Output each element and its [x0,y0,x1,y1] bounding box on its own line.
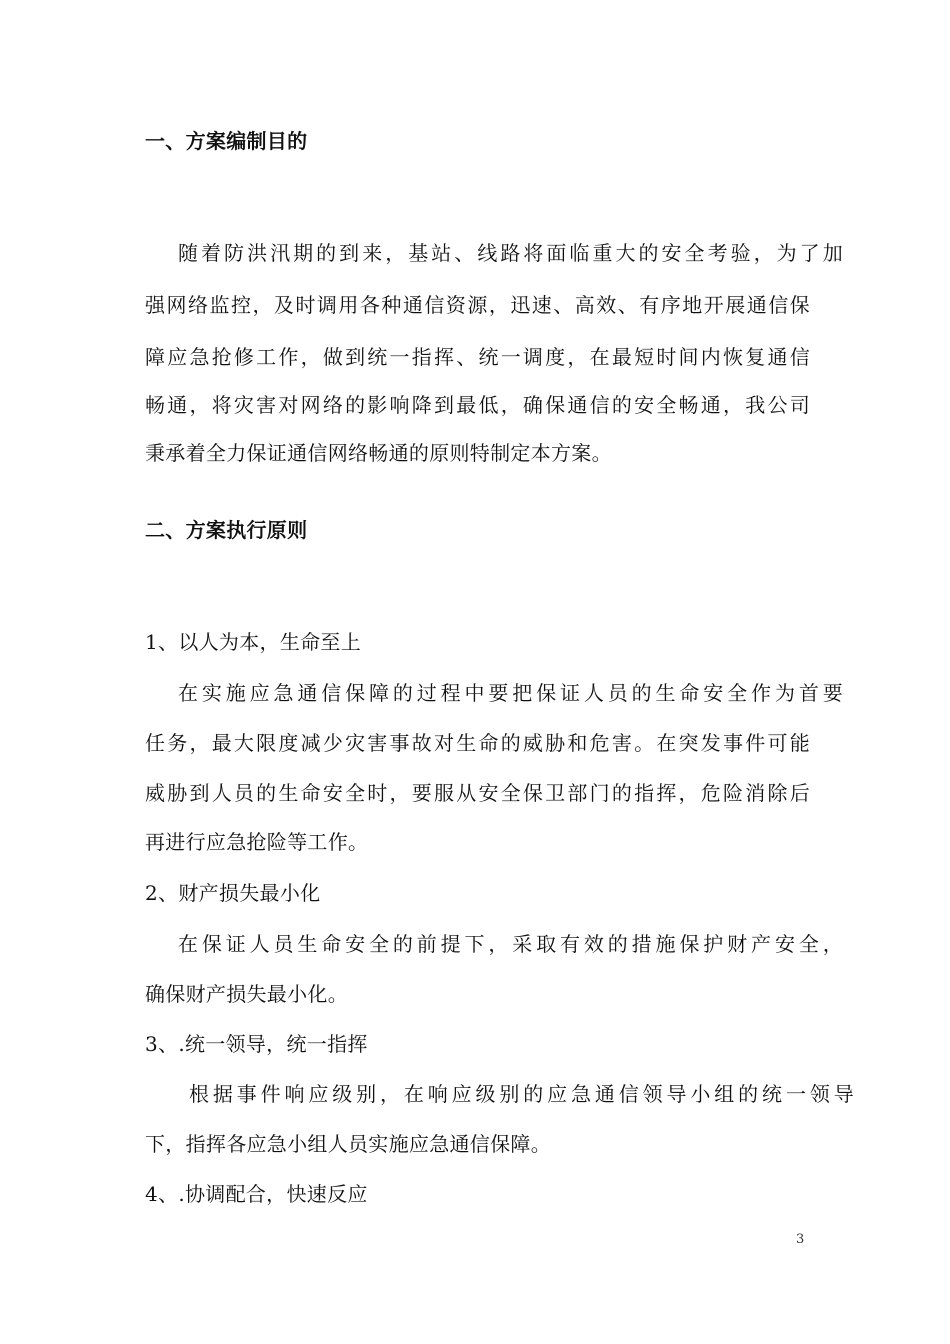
paragraph-line: 障应急抢修工作，做到统一指挥、统一调度，在最短时间内恢复通信 [145,345,810,369]
page-number: 3 [796,1232,805,1247]
paragraph-line: 威胁到人员的生命安全时，要服从安全保卫部门的指挥，危险消除后 [145,781,810,805]
principle-title-2: 2、财产损失最小化 [145,881,321,905]
principle-title-1: 1、以人为本，生命至上 [145,630,362,654]
paragraph-line: 在保证人员生命安全的前提下，采取有效的措施保护财产安全， [178,932,843,956]
paragraph-line: 再进行应急抢险等工作。 [145,830,369,854]
principle-title-3: 3、.统一领导，统一指挥 [145,1032,368,1056]
paragraph-line: 在实施应急通信保障的过程中要把保证人员的生命安全作为首要 [178,681,843,705]
principle-title-4: 4、.协调配合，快速反应 [145,1182,368,1206]
paragraph-line: 确保财产损失最小化。 [145,982,348,1006]
paragraph-line: 下，指挥各应急小组人员实施应急通信保障。 [145,1132,551,1156]
paragraph-line: 任务，最大限度减少灾害事故对生命的威胁和危害。在突发事件可能 [145,731,810,755]
paragraph-line: 根据事件响应级别，在响应级别的应急通信领导小组的统一领导 [189,1082,854,1106]
paragraph-line: 强网络监控，及时调用各种通信资源，迅速、高效、有序地开展通信保 [145,293,810,317]
paragraph-line: 秉承着全力保证通信网络畅通的原则特制定本方案。 [145,441,612,465]
section-heading-purpose: 一、方案编制目的 [145,129,308,153]
section-heading-principles: 二、方案执行原则 [145,518,308,542]
paragraph-line: 随着防洪汛期的到来，基站、线路将面临重大的安全考验，为了加 [178,241,843,265]
paragraph-line: 畅通，将灾害对网络的影响降到最低，确保通信的安全畅通，我公司 [145,393,810,417]
